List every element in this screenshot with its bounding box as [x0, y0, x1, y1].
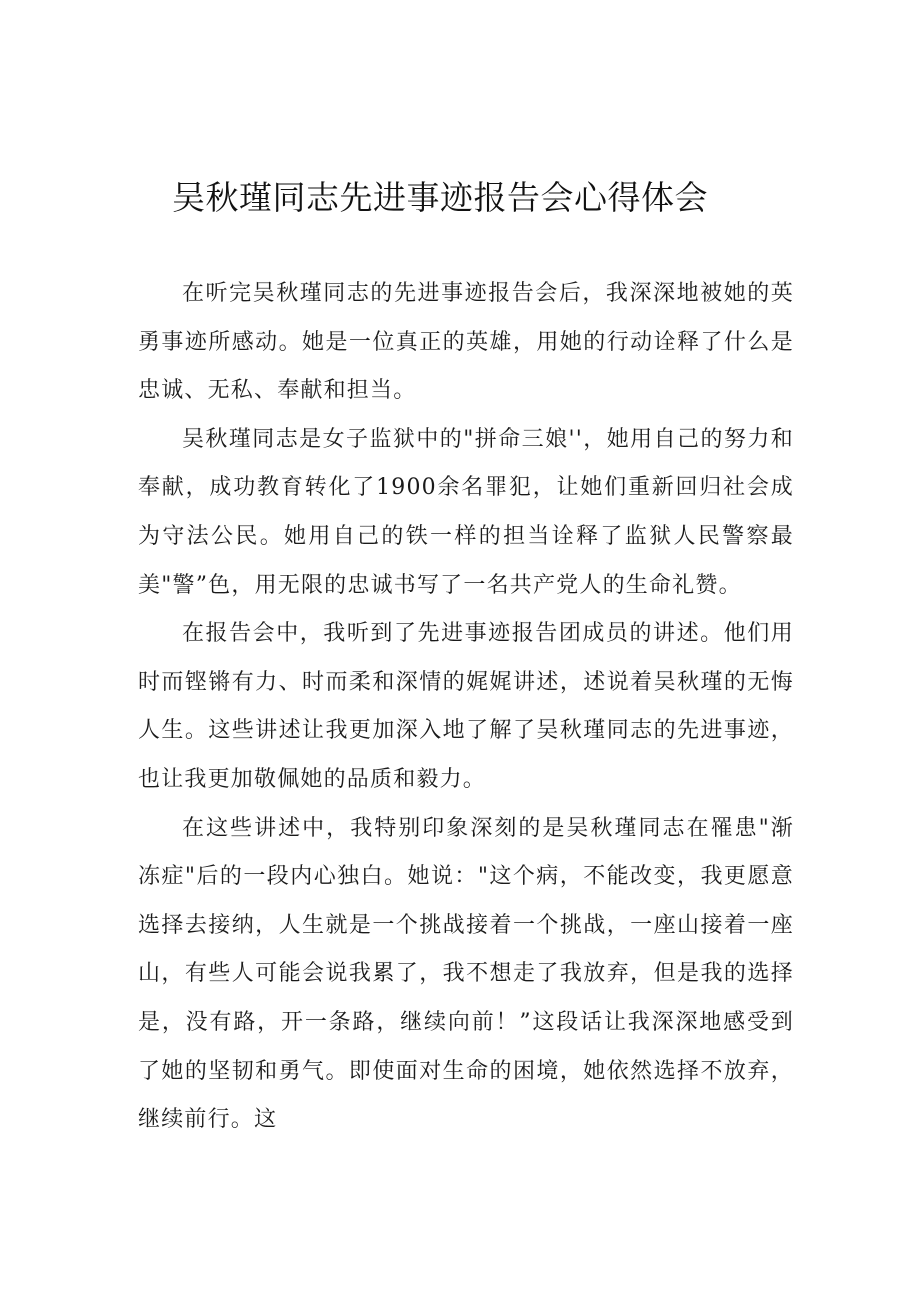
document-body — [138, 270, 794, 1145]
paragraph-1: 在听完吴秋瑾同志的先进事迹报告会后，我深深地被她的英勇事迹所感动。她是一位真正的英雄，用她的行动诠释了什么是忠诚、无私、奉献和担当。 — [138, 281, 794, 404]
paragraph-2: 吴秋瑾同志是女子监狱中的"拼命三娘''，她用自己的努力和奉献，成功教育转化了1900余名罪犯，让她们重新回归社会成为守法公民。她用自己的铁一样的担当诠释了监狱人民警察最美"警”色，用无限的忠诚书写了一名共产党人的生命礼赞。 — [138, 426, 794, 598]
paragraph-4: 在这些讲述中，我特别印象深刻的是吴秋瑾同志在罹患"渐冻症"后的一段内心独白。她说："这个病，不能改变，我更愿意选择去接纳，人生就是一个挑战接着一个挑战，一座山接着一座山，有些人可能会说我累了，我不想走了我放弃，但是我的选择是，没有路，开一条路，继续向前！”这段话让我深深地感受到了她的坚韧和勇气。即使面对生命的困境，她依然选择不放弃，继续前行。这 — [138, 815, 794, 1133]
paragraph-3: 在报告会中，我听到了先进事迹报告团成员的讲述。他们用时而铿锵有力、时而柔和深情的娓娓讲述，述说着吴秋瑾的无悔人生。这些讲述让我更加深入地了解了吴秋瑾同志的先进事迹，也让我更加敬佩她的品质和毅力。 — [138, 621, 794, 792]
document-title: 吴秋瑾同志先进事迹报告会心得体会 — [172, 178, 708, 217]
